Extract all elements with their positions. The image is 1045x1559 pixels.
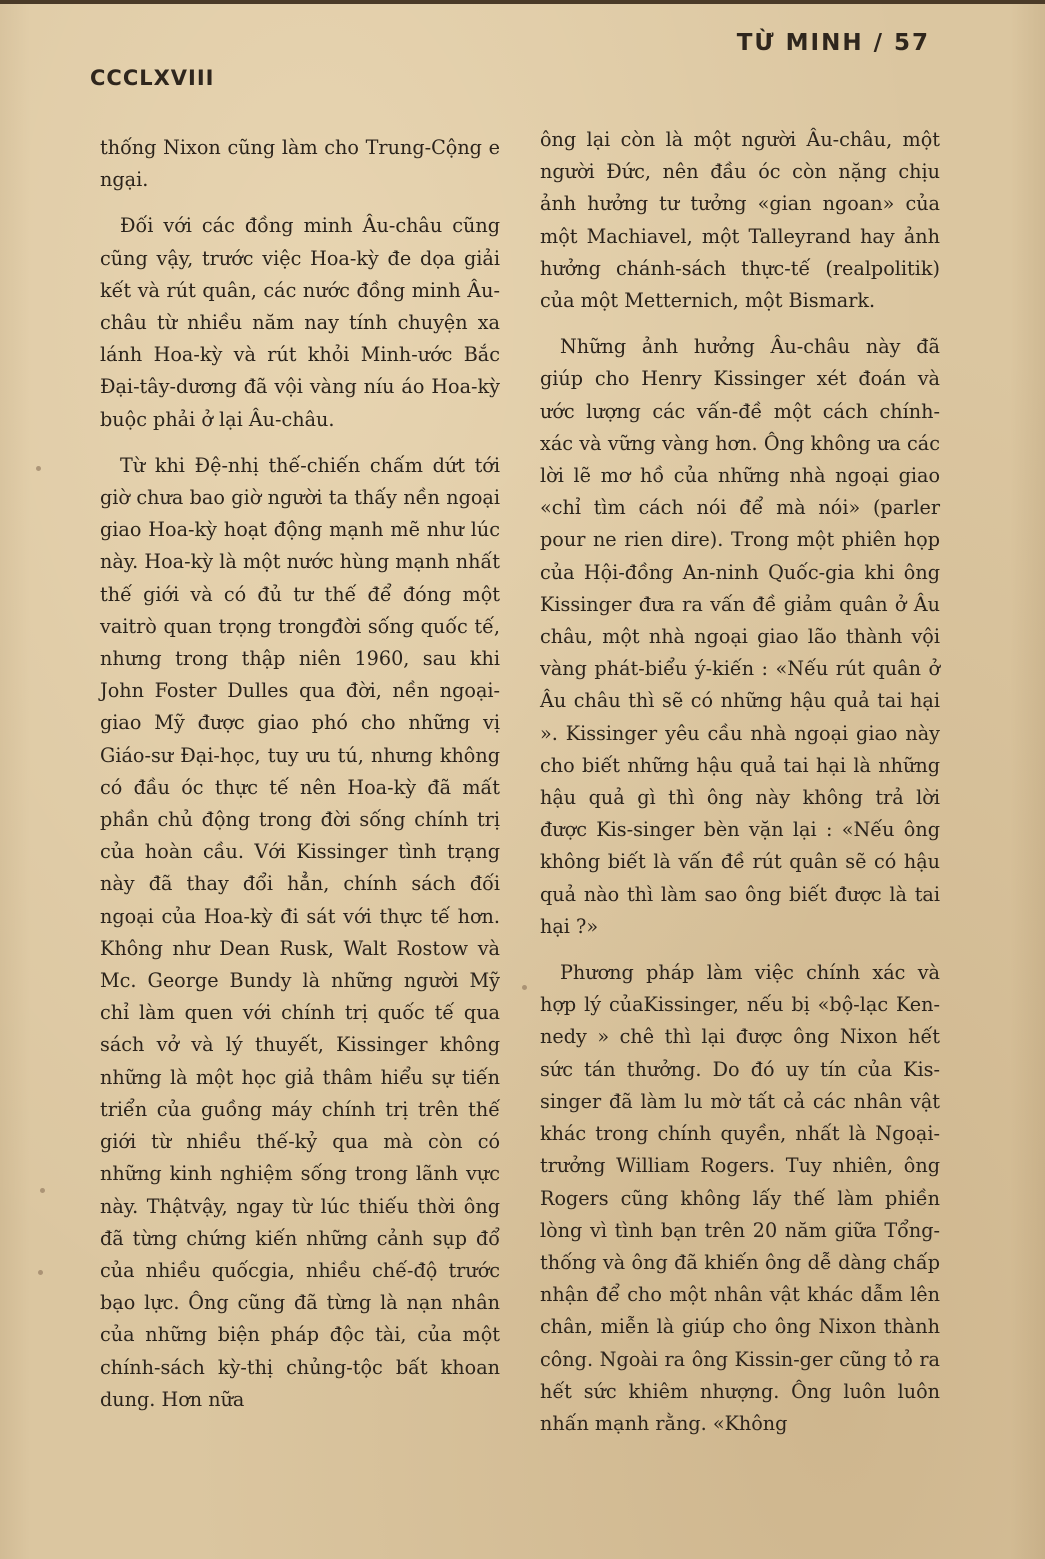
paper-blot bbox=[38, 1270, 43, 1275]
paper-blot bbox=[36, 466, 41, 471]
left-column bbox=[100, 132, 500, 1430]
paragraph: Những ảnh hưởng Âu-châu này đã giúp cho Henry Kissinger xét đoán và ước lượng các vấn-đề một cách chính-xác và vững vàng hơn. Ông không ưa các lời lẽ mơ hồ của những nhà ngoại giao «chỉ tìm cách nói để mà nói» (parler pour ne rien dire). Trong một phiên họp của Hội-đồng An-ninh Quốc-gia khi ông Kissinger đưa ra vấn đề giảm quân ở Âu châu, một nhà ngoại giao lão thành vội vàng phát-biểu ý-kiến : «Nếu rút quân ở Âu châu thì sẽ có những hậu quả tai hại ». Kissinger yêu cầu nhà ngoại giao này cho biết những hậu quả tai hại là những hậu quả gì thì ông này không trả lời được Kis-singer bèn vặn lại : «Nếu ông không biết là vấn đề rút quân sẽ có hậu quả nào thì làm sao ông biết được là tai hại ?» bbox=[540, 335, 940, 938]
paragraph: ông lại còn là một người Âu-châu, một người Đức, nên đầu óc còn nặng chịu ảnh hưởng tư tưởng «gian ngoan» của một Machiavel, một Talleyrand hay ảnh hưởng chánh-sách thực-tế (realpolitik) của một Metternich, một Bismark. bbox=[540, 128, 940, 313]
paragraph: thống Nixon cũng làm cho Trung-Cộng e ngại. bbox=[100, 136, 500, 192]
paragraph: Phương pháp làm việc chính xác và hợp lý củaKissinger, nếu bị «bộ-lạc Ken-nedy » chê thì lại được ông Nixon hết sức tán thưởng. Do đó uy tín của Kis-singer đã làm lu mờ tất cả các nhân vật khác trong chính quyền, nhất là Ngoại-trưởng William Rogers. Tuy nhiên, ông Rogers cũng không lấy thế làm phiền lòng vì tình bạn trên 20 năm giữa Tổng-thống và ông đã khiến ông dễ dàng chấp nhận để cho một nhân vật khác dẫm lên chân, miễn là giúp cho ông Nixon thành công. Ngoài ra ông Kissin-ger cũng tỏ ra hết sức khiêm nhượng. Ông luôn luôn nhấn mạnh rằng. «Không bbox=[540, 961, 940, 1435]
top-edge-rule bbox=[0, 0, 1045, 4]
paragraph: Từ khi Đệ-nhị thế-chiến chấm dứt tới giờ chưa bao giờ người ta thấy nền ngoại giao Hoa-kỳ hoạt động mạnh mẽ như lúc này. Hoa-kỳ là một nước hùng mạnh nhất thế giới và có đủ tư thế để đóng một vaitrò quan trọng trongđời sống quốc tế, nhưng trong thập niên 1960, sau khi John Foster Dulles qua đời, nền ngoại-giao Mỹ được giao phó cho những vị Giáo-sư Đại-học, tuy ưu tú, nhưng không có đầu óc thực tế nên Hoa-kỳ đã mất phần chủ động trong đời sống chính trị của hoàn cầu. Với Kissinger tình trạng này đã thay đổi hẳn, chính sách đối ngoại của Hoa-kỳ đi sát với thực tế hơn. Không như Dean Rusk, Walt Rostow và Mc. George Bundy là những người Mỹ chỉ làm quen với chính trị quốc tế qua sách vở và lý thuyết, Kissinger không những là một học giả thâm hiểu sự tiến triển của guồng máy chính trị trên thế giới từ nhiều thế-kỷ qua mà còn có những kinh nghiệm sống trong lãnh vực này. Thậtvậy, ngay từ lúc thiếu thời ông đã từng chứng kiến những cảnh sụp đổ của nhiều quốcgia, nhiều chế-độ trước bạo lực. Ông cũng đã từng là nạn nhân của những biện pháp độc tài, của một chính-sách kỳ-thị chủng-tộc bất khoan dung. Hơn nữa bbox=[100, 453, 500, 1411]
section-number: CCCLXVIII bbox=[90, 66, 215, 90]
right-column bbox=[540, 124, 940, 1454]
running-header: TỪ MINH / 57 bbox=[736, 30, 930, 56]
paper-blot bbox=[522, 985, 527, 990]
paragraph: Đối với các đồng minh Âu-châu cũng cũng vậy, trước việc Hoa-kỳ đe dọa giải kết và rút quân, các nước đồng minh Âu-châu từ nhiều năm nay tính chuyện xa lánh Hoa-kỳ và rút khỏi Minh-ước Bắc Đại-tây-dương đã vội vàng níu áo Hoa-kỳ buộc phải ở lại Âu-châu. bbox=[100, 214, 500, 431]
paper-blot bbox=[40, 1188, 45, 1193]
